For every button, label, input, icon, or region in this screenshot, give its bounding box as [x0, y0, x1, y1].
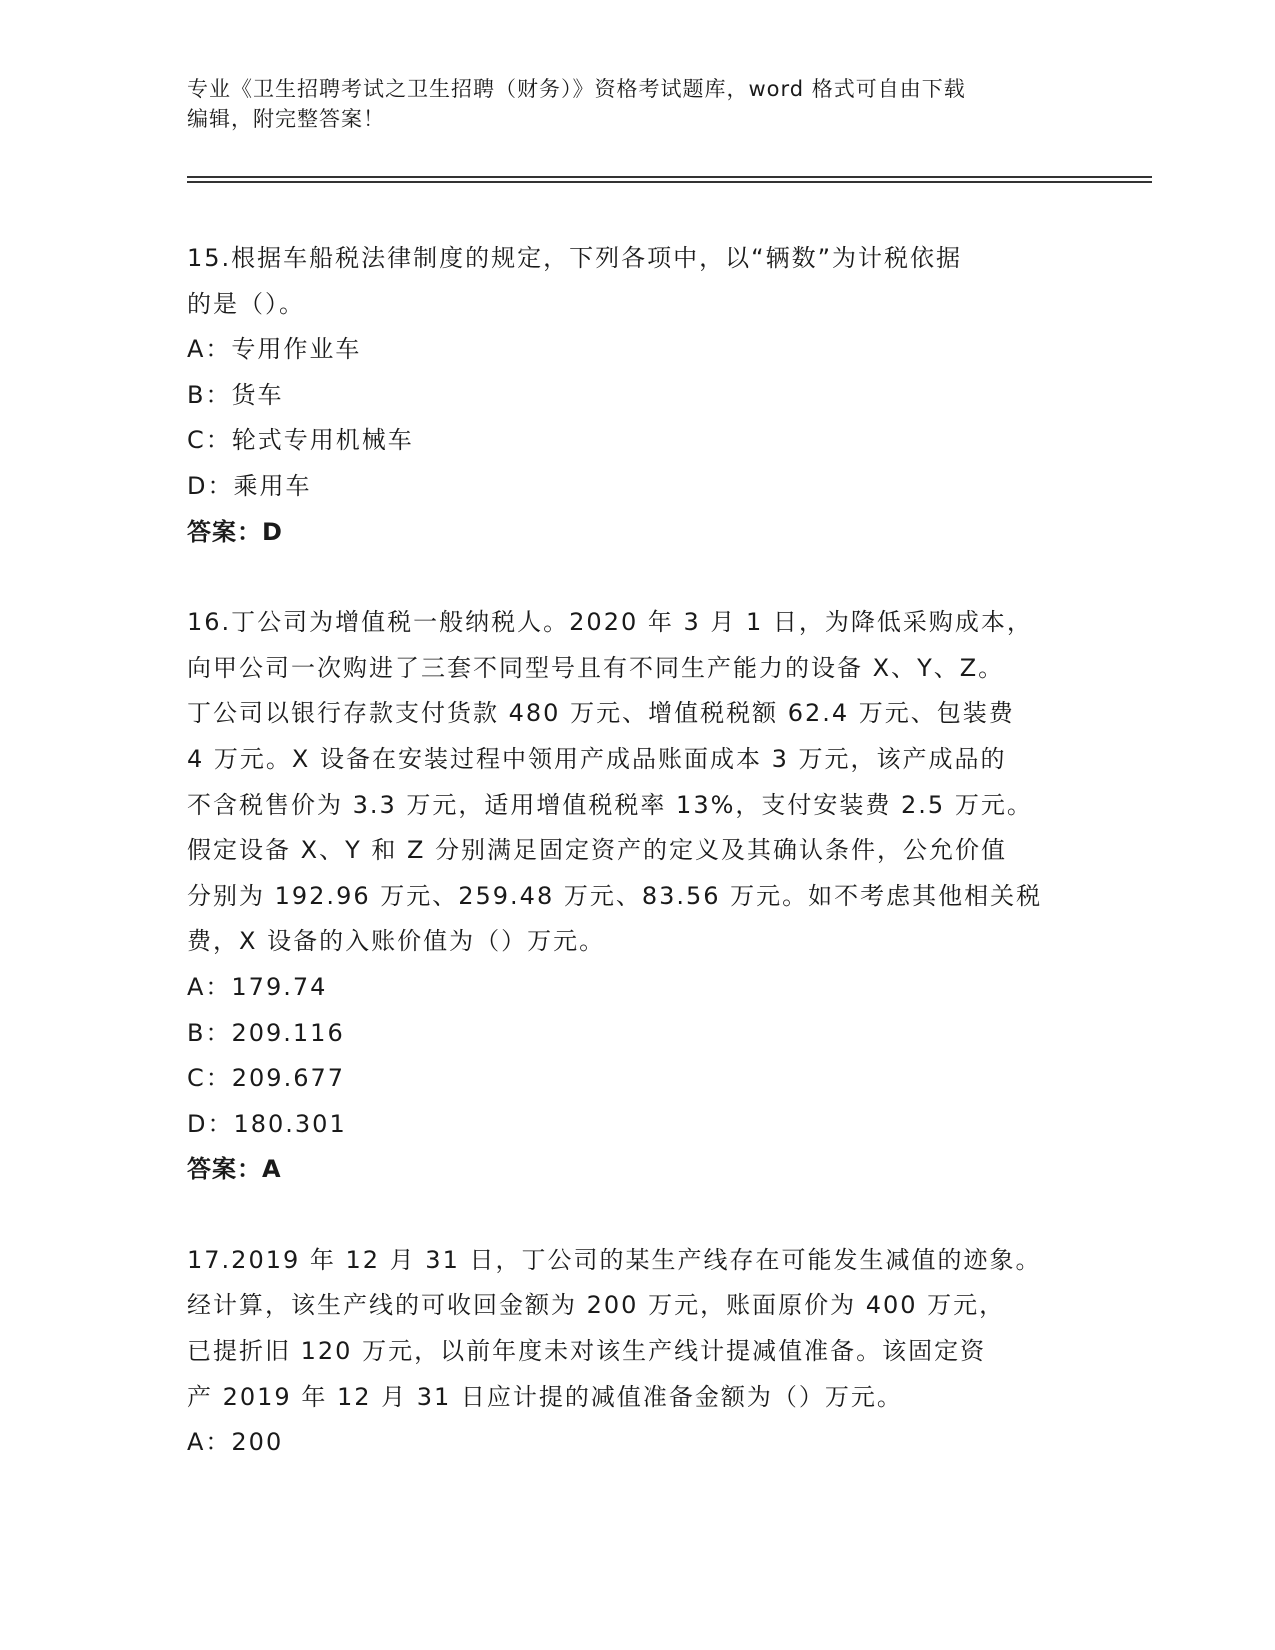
option-d: D：乘用车 — [187, 471, 312, 500]
question-stem-line: 假定设备 X、Y 和 Z 分别满足固定资产的定义及其确认条件，公允价值 — [187, 836, 1008, 865]
option-a: A：专用作业车 — [187, 335, 362, 364]
question-16 — [187, 600, 1087, 1193]
question-17 — [187, 1238, 1087, 1466]
question-stem-line: 17.2019 年 12 月 31 日，丁公司的某生产线存在可能发生减值的迹象。 — [187, 1245, 1042, 1274]
question-stem-line: 4 万元。X 设备在安装过程中领用产成品账面成本 3 万元，该产成品的 — [187, 744, 1007, 773]
option-b: B：货车 — [187, 380, 284, 409]
question-stem-line: 产 2019 年 12 月 31 日应计提的减值准备金额为（）万元。 — [187, 1382, 903, 1411]
question-stem-line: 分别为 192.96 万元、259.48 万元、83.56 万元。如不考虑其他相关税 — [187, 881, 1043, 910]
question-stem-line: 已提折旧 120 万元，以前年度未对该生产线计提减值准备。该固定资 — [187, 1337, 987, 1366]
header-rule-bottom — [187, 181, 1152, 183]
option-a: A：200 — [187, 1428, 284, 1457]
question-list — [187, 236, 1087, 1466]
answer: 答案：D — [187, 517, 283, 546]
option-a: A：179.74 — [187, 972, 328, 1001]
option-d: D：180.301 — [187, 1109, 347, 1138]
question-stem-line: 丁公司以银行存款支付货款 480 万元、增值税税额 62.4 万元、包装费 — [187, 699, 1015, 728]
question-stem-line: 费，X 设备的入账价值为（）万元。 — [187, 927, 606, 956]
question-stem-line: 向甲公司一次购进了三套不同型号且有不同生产能力的设备 X、Y、Z。 — [187, 653, 1005, 682]
question-15 — [187, 236, 1087, 555]
option-c: C：轮式专用机械车 — [187, 426, 414, 455]
spacer — [187, 555, 1087, 600]
option-b: B：209.116 — [187, 1018, 345, 1047]
header-line-2: 编辑，附完整答案！ — [187, 107, 385, 131]
option-c: C：209.677 — [187, 1064, 346, 1093]
question-stem-line: 16.丁公司为增值税一般纳税人。2020 年 3 月 1 日，为降低采购成本， — [187, 608, 1033, 637]
question-stem-line: 经计算，该生产线的可收回金额为 200 万元，账面原价为 400 万元， — [187, 1291, 1006, 1320]
header-rule-top — [187, 176, 1152, 178]
document-header — [187, 74, 1067, 134]
question-stem-line: 的是（）。 — [187, 289, 305, 318]
spacer — [187, 1193, 1087, 1238]
header-line-1: 专业《卫生招聘考试之卫生招聘（财务）》资格考试题库，word 格式可自由下载 — [187, 77, 966, 101]
answer: 答案：A — [187, 1155, 282, 1184]
question-stem-line: 15.根据车船税法律制度的规定，下列各项中，以“辆数”为计税依据 — [187, 244, 963, 272]
question-stem-line: 不含税售价为 3.3 万元，适用增值税税率 13%，支付安装费 2.5 万元。 — [187, 790, 1033, 819]
